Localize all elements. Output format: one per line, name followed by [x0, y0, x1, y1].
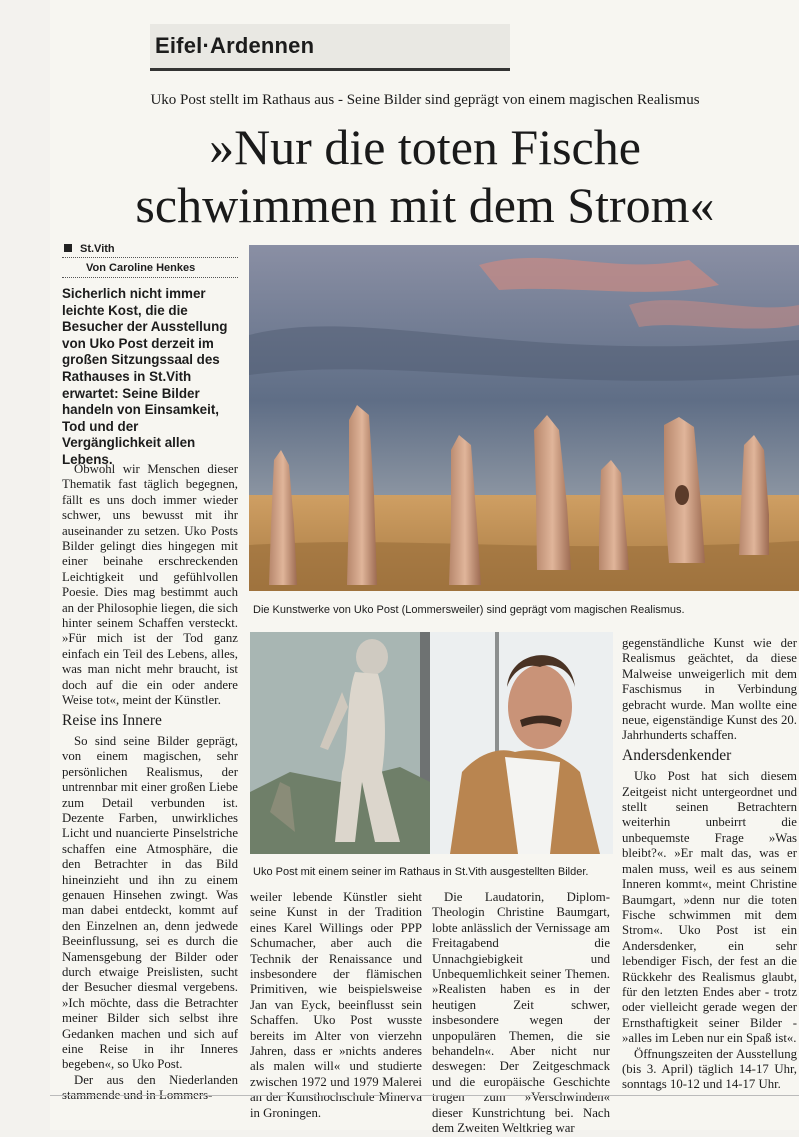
photo-caption-artist: Uko Post mit einem seiner im Rathaus in St.Vith ausgestellten Bilder. — [253, 866, 589, 878]
headline-line-2: schwimmen mit dem Strom« — [135, 177, 715, 233]
column-paragraph: Der aus den Niederlanden stammende und in Lommers- — [62, 1072, 238, 1103]
article-column-1 — [62, 462, 238, 1104]
dotted-rule — [62, 277, 238, 278]
photo-caption-painting: Die Kunstwerke von Uko Post (Lommersweiler) sind geprägt vom magischen Realismus. — [253, 604, 685, 616]
artist-with-painting-photo — [250, 632, 613, 854]
subheading-andersdenkender: Andersdenkender — [622, 746, 732, 764]
column-paragraph: Obwohl wir Menschen dieser Thematik fast täglich begegnen, fällt es uns doch immer wieder schwer, uns bewusst mit ihr auseinander zu setzen. Uko Posts Bilder gelingt dies hingegen mit einer beinahe erschreckenden Leichtigkeit und gefühlvollen Poesie. Dies mag bestimmt auch an der Philosophie liegen, die sich hinter seinem Schaffen versteckt. »Für mich ist der Tod ganz einfach ein Teil des Lebens, alles, was man nicht mehr braucht, ist doch auf die ein oder andere Weise tot«, meint der Künstler. — [62, 462, 238, 708]
column-paragraph: Die Laudatorin, Diplom-Theologin Christine Baumgart, lobte anlässlich der Vernissage am Freitagabend die Unnachgiebigkeit und Unbequemlichkeit seiner Themen. »Realisten haben es in der heutigen Zeit schwer, insbesondere wegen der unpopulären Themen, die sie behandeln«. Aber nicht nur deswegen: Der Zeitgeschmack und die europäische Geschichte trugen zum »Verschwinden« dieser Kunstrichtung bei. Nach dem Zweiten Weltkrieg war — [432, 890, 610, 1136]
painting-photo — [249, 245, 799, 591]
article-column-2 — [250, 890, 422, 1121]
column-paragraph: Uko Post hat sich diesem Zeitgeist nicht untergeordnet und stellt seinen Betrachtern weiterhin unbeirrt die unbequemste Frage »Was bleibt?«. »Er malt das, was er malen muss, weil es aus seinem Inneren kommt«, meint Christine Baumgart, »denn nur die toten Fische schwimmen mit dem Strom«. Uko Post ist ein Andersdenker, ein sehr lebendiger Fisch, der fest an die Rückkehr des Realismus glaubt, für den letzten Endes aber - trotz oder vielleicht gerade wegen der Ernsthaftigkeit seiner Bilder - »alles im Leben nur ein Spaß ist«. — [622, 769, 797, 1046]
headline-line-1: »Nur die toten Fische — [209, 119, 641, 175]
article-lead: Sicherlich nicht immer leichte Kost, die die Besucher der Ausstellung von Uko Post derzeit im großen Sitzungssaal des Rathauses in St.Vith erwartet: Seine Bilder handeln von Einsamkeit, Tod und der Vergänglichkeit allen Lebens. — [62, 286, 228, 467]
column-paragraph: Öffnungszeiten der Ausstellung (bis 3. April) täglich 14-17 Uhr, sonntags 10-12 und 14-17 Uhr. — [622, 1046, 797, 1092]
dotted-rule — [62, 257, 238, 258]
column-paragraph: So sind seine Bilder geprägt, von einem magischen, sehr persönlichen Realismus, der untrennbar mit einer großen Liebe zum Detail verbunden ist. Dezente Farben, unwirkliches Licht und nuancierte Pinselstriche schaffen eine Atmosphäre, die den Betrachter in das Bild hineinzieht und ihn zu einem genauen Hinsehen zwingt. Was man dabei entdeckt, kommt auf den Einzelnen an, denn jedwede Beeinflussung, sei es durch die Namensgebung der Bilder oder durch etwaige Preislisten, sucht der Besucher diesmal vergebens. »Ich möchte, dass die Betrachter meiner Bilder sich selbst ihre Gedanken machen und sich auf eine Reise in ihr Inneres begeben«, so Uko Post. — [62, 733, 238, 1072]
article-column-3 — [432, 890, 610, 1137]
byline: Von Caroline Henkes — [86, 262, 196, 274]
column-paragraph: weiler lebende Künstler sieht seine Kunst in der Tradition eines Karel Willings oder PPP Schumacher, aber auch die Technik der Renaissance und insbesondere der flämischen Primitiven, wie beispielsweise Jan van Eyck, beeinflusst sein Schaffen. Uko Post wusste bereits im Alter von vierzehn Jahren, dass er »nichts anderes als malen will« und studierte zwischen 1972 und 1979 Malerei an der Kunsthochschule Minerva in Groningen. — [250, 890, 422, 1120]
dateline: St.Vith — [64, 243, 115, 255]
surreal-landscape-painting — [249, 245, 799, 591]
article-column-4 — [622, 636, 797, 1093]
article-headline — [55, 118, 795, 234]
artist-photo — [250, 632, 613, 854]
subheading-reise-ins-innere: Reise ins Innere — [62, 711, 162, 729]
bottom-rule — [50, 1095, 799, 1096]
article-kicker: Uko Post stellt im Rathaus aus - Seine Bilder sind geprägt von einem magischen Realismus — [150, 92, 700, 108]
section-title: Eifel·Ardennen — [155, 33, 315, 58]
column-paragraph: gegenständliche Kunst wie der Realismus geächtet, da diese Malweise unweigerlich mit dem Faschismus in Verbindung gebracht wurde. Man wollte eine neue, eigenständige Kunst des 20. Jahrhunderts schaffen. — [622, 636, 797, 743]
